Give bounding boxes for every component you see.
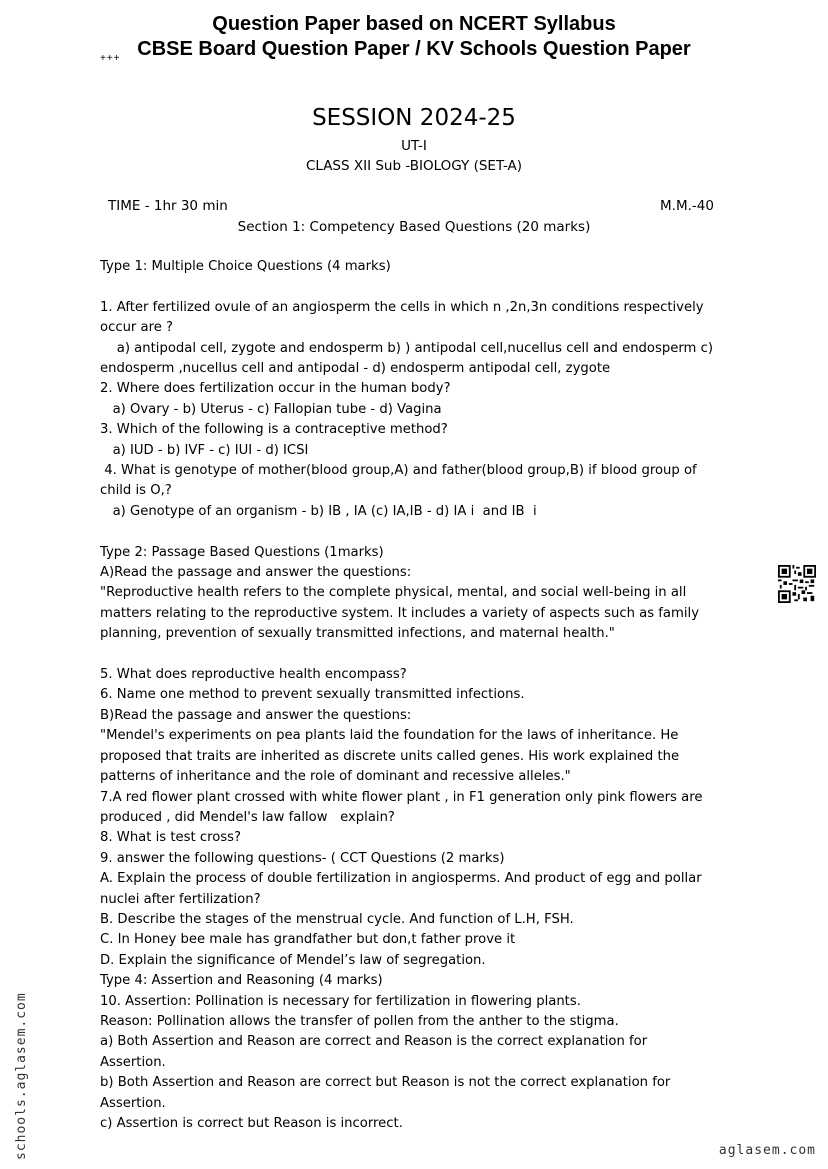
question-body — [100, 257, 740, 1134]
line: proposed that traits are inherited as discrete units called genes. His work explained the — [100, 748, 680, 764]
line: b) Both Assertion and Reason are correct but Reason is not the correct explanation for — [100, 1075, 671, 1091]
side-watermark: schools.aglasem.com — [14, 992, 29, 1160]
line — [100, 645, 740, 665]
line: Reason: Pollination allows the transfer of pollen from the anther to the stigma. — [100, 1013, 619, 1029]
line: 10. Assertion: Pollination is necessary for fertilization in flowering plants. — [100, 993, 581, 1009]
line: planning, prevention of sexually transmitted infections, and maternal health." — [100, 626, 615, 642]
line: c) Assertion is correct but Reason is incorrect. — [100, 1116, 403, 1132]
unit-test-label: UT-I — [401, 138, 427, 154]
line: nuclei after fertilization? — [100, 891, 261, 907]
header-line-2: CBSE Board Question Paper / KV Schools Question Paper — [137, 38, 691, 60]
line: a) antipodal cell, zygote and endosperm b) ) antipodal cell,nucellus cell and endosperm c) — [100, 340, 713, 356]
line: 3. Which of the following is a contraceptive method? — [100, 422, 448, 438]
line — [100, 522, 740, 542]
line: 2. Where does fertilization occur in the human body? — [100, 381, 451, 397]
line: 9. answer the following questions- ( CCT Questions (2 marks) — [100, 850, 505, 866]
line: D. Explain the significance of Mendel’s law of segregation. — [100, 952, 486, 968]
line: 6. Name one method to prevent sexually transmitted infections. — [100, 687, 525, 703]
time-allowed: TIME - 1hr 30 min — [108, 198, 228, 214]
line: A. Explain the process of double fertilization in angiosperms. And product of egg and pollar — [100, 871, 702, 887]
line: occur are ? — [100, 320, 174, 336]
line: 5. What does reproductive health encompass? — [100, 667, 407, 683]
line: a) IUD - b) IVF - c) IUI - d) ICSI — [100, 442, 309, 458]
line: "Reproductive health refers to the complete physical, mental, and social well-being in all — [100, 585, 687, 601]
line: 4. What is genotype of mother(blood group,A) and father(blood group,B) if blood group of — [100, 463, 697, 479]
line: C. In Honey bee male has grandfather but don,t father prove it — [100, 932, 516, 948]
line: Type 1: Multiple Choice Questions (4 marks) — [100, 259, 391, 274]
line: a) Both Assertion and Reason are correct and Reason is the correct explanation for — [100, 1034, 648, 1050]
line: "Mendel's experiments on pea plants laid the foundation for the laws of inheritance. He — [100, 728, 679, 744]
line: Type 4: Assertion and Reasoning (4 marks) — [100, 973, 383, 989]
line: 1. After fertilized ovule of an angiosperm the cells in which n ,2n,3n conditions respectively — [100, 299, 704, 315]
line: 7.A red flower plant crossed with white flower plant , in F1 generation only pink flowers are — [100, 789, 703, 805]
class-subject-line: CLASS XII Sub -BIOLOGY (SET-A) — [305, 158, 523, 174]
header-plus-marks: +++ — [100, 53, 121, 64]
line: endosperm ,nucellus cell and antipodal - d) endosperm antipodal cell, zygote — [100, 361, 611, 377]
line: Type 2: Passage Based Questions (1marks) — [100, 544, 384, 560]
line: 8. What is test cross? — [100, 830, 242, 846]
footer-watermark: aglasem.com — [718, 1143, 816, 1158]
line: a) Genotype of an organism - b) IB , IA (c) IA,IB - d) IA i and IB i — [100, 503, 537, 519]
max-marks: M.M.-40 — [660, 198, 714, 214]
line — [100, 277, 740, 297]
line: produced , did Mendel's law fallow explain? — [100, 809, 395, 825]
line: matters relating to the reproductive system. It includes a variety of aspects such as family — [100, 605, 699, 621]
line: Assertion. — [100, 1054, 166, 1070]
line: patterns of inheritance and the role of dominant and recessive alleles." — [100, 769, 571, 785]
header-line-1: Question Paper based on NCERT Syllabus — [212, 13, 616, 35]
line: B. Describe the stages of the menstrual cycle. And function of L.H, FSH. — [100, 911, 574, 927]
session-title: SESSION 2024-25 — [312, 105, 516, 131]
section-heading: Section 1: Competency Based Questions (20 marks) — [237, 219, 591, 235]
line: child is O,? — [100, 483, 172, 499]
line: a) Ovary - b) Uterus - c) Fallopian tube - d) Vagina — [100, 401, 442, 417]
qr-code-icon — [778, 565, 816, 603]
line: A)Read the passage and answer the questions: — [100, 565, 412, 581]
line: Assertion. — [100, 1095, 166, 1111]
line: B)Read the passage and answer the questions: — [100, 707, 412, 723]
